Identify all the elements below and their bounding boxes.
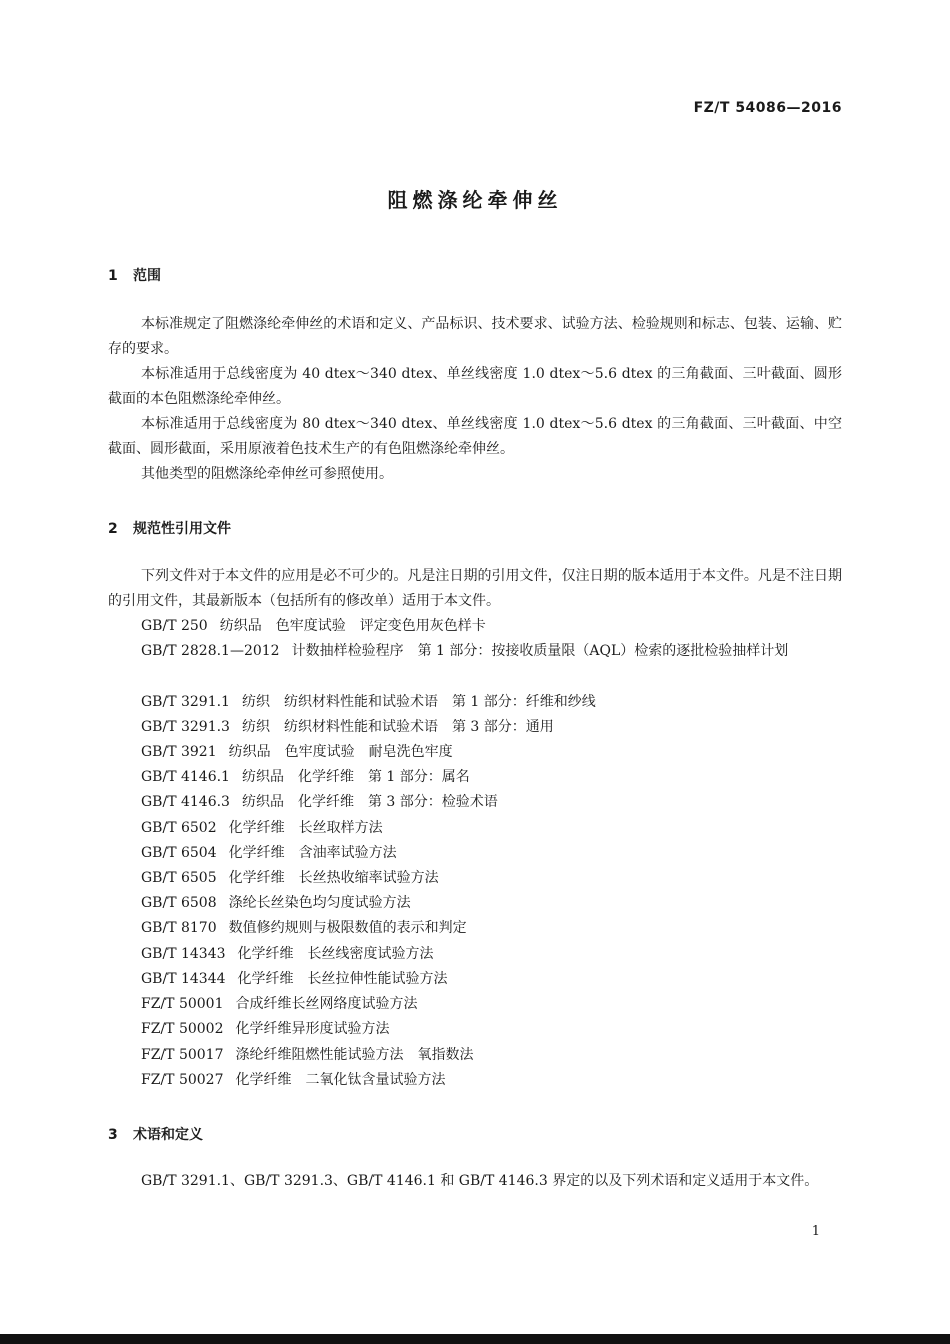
- reference-code: GB/T 6504: [141, 845, 217, 861]
- section-number: 1: [108, 268, 118, 284]
- reference-code: GB/T 8170: [141, 920, 217, 936]
- section-title: 范围: [133, 268, 161, 284]
- scope-paragraph: 其他类型的阻燃涤纶牵伸丝可参照使用。: [141, 466, 393, 482]
- reference-code: FZ/T 50017: [141, 1047, 224, 1063]
- normative-refs-intro: 下列文件对于本文件的应用是必不可少的。凡是注日期的引用文件，仅注日期的版本适用于本文件。凡是不注日期的引用文件，其最新版本（包括所有的修改单）适用于本文件。: [108, 568, 842, 609]
- document-title: 阻燃涤纶牵伸丝: [387, 188, 563, 212]
- section-1-heading: [108, 265, 161, 285]
- section-3-heading: [108, 1124, 203, 1144]
- reference-item: [141, 841, 842, 866]
- reference-code: FZ/T 50001: [141, 996, 224, 1012]
- section-title: 术语和定义: [133, 1127, 203, 1143]
- reference-code: GB/T 250: [141, 618, 208, 634]
- reference-item: [141, 1068, 842, 1093]
- reference-title: 化学纤维 长丝热收缩率试验方法: [228, 870, 439, 886]
- reference-code: GB/T 4146.1: [141, 769, 230, 785]
- reference-title: 纺织品 化学纤维 第 3 部分：检验术语: [241, 794, 498, 810]
- reference-title: 计数抽样检验程序 第 1 部分：按接收质量限（AQL）检索的逐批检验抽样计划: [291, 643, 789, 659]
- reference-item: [141, 816, 842, 841]
- section-title: 规范性引用文件: [133, 521, 231, 537]
- reference-code: GB/T 3291.1: [141, 694, 230, 710]
- reference-item: [141, 715, 842, 740]
- reference-title: 化学纤维 二氧化钛含量试验方法: [235, 1072, 446, 1088]
- reference-item: [141, 690, 842, 715]
- scope-paragraph: 本标准适用于总线密度为 80 dtex～340 dtex、单丝线密度 1.0 dtex～5.6 dtex 的三角截面、三叶截面、中空截面、圆形截面，采用原液着色技术生产的有色阻燃涤纶牵伸丝。: [108, 416, 842, 457]
- reference-title: 化学纤维 长丝取样方法: [228, 820, 383, 836]
- reference-code: FZ/T 50002: [141, 1021, 224, 1037]
- reference-title: 涤纶长丝染色均匀度试验方法: [228, 895, 411, 911]
- reference-code: GB/T 14344: [141, 971, 226, 987]
- reference-item: [108, 639, 842, 664]
- section-2-heading: [108, 518, 231, 538]
- reference-item: [141, 967, 842, 992]
- scope-paragraph: 本标准适用于总线密度为 40 dtex～340 dtex、单丝线密度 1.0 dtex～5.6 dtex 的三角截面、三叶截面、圆形截面的本色阻燃涤纶牵伸丝。: [108, 366, 842, 407]
- section-number: 2: [108, 521, 118, 537]
- reference-item: [141, 790, 842, 815]
- reference-item: [141, 614, 842, 639]
- terms-paragraph: GB/T 3291.1、GB/T 3291.3、GB/T 4146.1 和 GB/T 4146.3 界定的以及下列术语和定义适用于本文件。: [141, 1173, 819, 1189]
- reference-item: [141, 765, 842, 790]
- reference-code: GB/T 4146.3: [141, 794, 230, 810]
- scope-paragraph: 本标准规定了阻燃涤纶牵伸丝的术语和定义、产品标识、技术要求、试验方法、检验规则和标志、包装、运输、贮存的要求。: [108, 316, 842, 357]
- reference-code: GB/T 3291.3: [141, 719, 230, 735]
- reference-title: 纺织品 色牢度试验 耐皂洗色牢度: [228, 744, 453, 760]
- page-number: 1: [811, 1224, 820, 1239]
- reference-title: 纺织 纺织材料性能和试验术语 第 1 部分：纤维和纱线: [241, 694, 596, 710]
- reference-item: [141, 992, 842, 1017]
- reference-code: GB/T 6502: [141, 820, 217, 836]
- reference-code: GB/T 3921: [141, 744, 217, 760]
- reference-code: GB/T 2828.1—2012: [141, 643, 280, 659]
- reference-item: [141, 942, 842, 967]
- reference-title: 纺织品 色牢度试验 评定变色用灰色样卡: [219, 618, 486, 634]
- document-code: FZ/T 54086—2016: [693, 100, 842, 116]
- reference-title: 化学纤维 长丝线密度试验方法: [237, 946, 434, 962]
- reference-item: [141, 891, 842, 916]
- reference-title: 纺织品 化学纤维 第 1 部分：属名: [241, 769, 470, 785]
- scan-bottom-edge: [0, 1334, 950, 1344]
- reference-item: [141, 1043, 842, 1068]
- reference-code: GB/T 6505: [141, 870, 217, 886]
- reference-title: 化学纤维异形度试验方法: [235, 1021, 390, 1037]
- reference-code: GB/T 14343: [141, 946, 226, 962]
- reference-code: FZ/T 50027: [141, 1072, 224, 1088]
- reference-title: 化学纤维 长丝拉伸性能试验方法: [237, 971, 448, 987]
- reference-title: 数值修约规则与极限数值的表示和判定: [228, 920, 467, 936]
- reference-title: 纺织 纺织材料性能和试验术语 第 3 部分：通用: [241, 719, 554, 735]
- reference-item: [141, 916, 842, 941]
- section-number: 3: [108, 1127, 118, 1143]
- reference-title: 合成纤维长丝网络度试验方法: [235, 996, 418, 1012]
- reference-item: [141, 740, 842, 765]
- reference-code: GB/T 6508: [141, 895, 217, 911]
- reference-item: [141, 1017, 842, 1042]
- reference-title: 涤纶纤维阻燃性能试验方法 氧指数法: [235, 1047, 474, 1063]
- reference-title: 化学纤维 含油率试验方法: [228, 845, 397, 861]
- reference-item: [141, 866, 842, 891]
